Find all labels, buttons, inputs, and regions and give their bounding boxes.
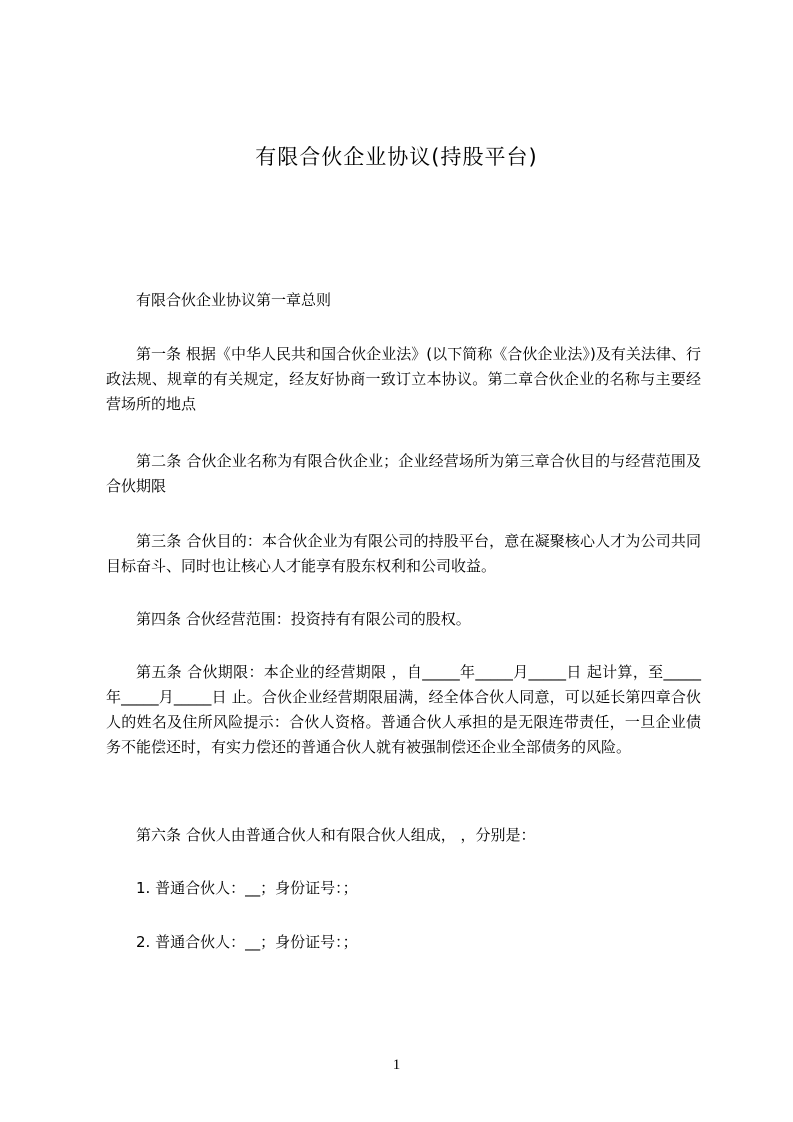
- partner-line-1: 1. 普通合伙人：__；身份证号：；: [136, 879, 358, 897]
- chapter-heading: 有限合伙企业协议第一章总则: [136, 291, 332, 309]
- partner-line-2: 2. 普通合伙人：__；身份证号：；: [136, 933, 358, 951]
- document-title: 有限合伙企业协议(持股平台): [255, 145, 538, 169]
- article-5: 第五条 合伙期限：本企业的经营期限 ，自_____年_____月_____日 起计算，至_____年_____月_____日 止。合伙企业经营期限届满，经全体合伙人同意，可以延长第四章合伙人的姓名及住所风险提示：合伙人资格。普通合伙人承担的是无限连带责任，一旦企业债务不能偿还时，有实力偿还的普通合伙人就有被强制偿还企业全部债务的风险。: [106, 663, 701, 756]
- article-6: 第六条 合伙人由普通合伙人和有限合伙人组成， ，分别是：: [136, 826, 536, 844]
- page-number: 1: [392, 1057, 401, 1073]
- article-4: 第四条 合伙经营范围：投资持有有限公司的股权。: [136, 610, 471, 628]
- article-1: 第一条 根据《中华人民共和国合伙企业法》(以下简称《合伙企业法》)及有关法律、行政法规、规章的有关规定，经友好协商一致订立本协议。第二章合伙企业的名称与主要经营场所的地点: [106, 345, 701, 413]
- article-2: 第二条 合伙企业名称为有限合伙企业；企业经营场所为第三章合伙目的与经营范围及合伙期限: [106, 452, 701, 495]
- article-3: 第三条 合伙目的：本合伙企业为有限公司的持股平台，意在凝聚核心人才为公司共同目标奋斗、同时也让核心人才能享有股东权利和公司收益。: [106, 532, 701, 575]
